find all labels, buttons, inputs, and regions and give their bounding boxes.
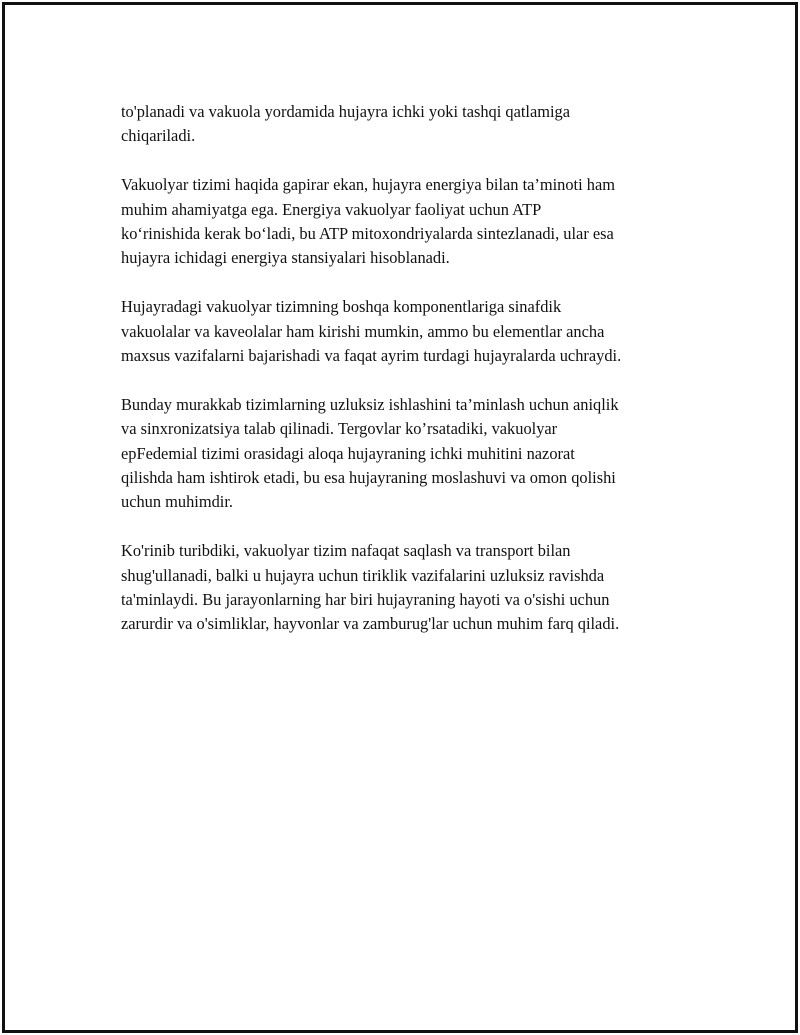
text-line: Ko'rinib turibdiki, vakuolyar tizim nafaqat saqlash va transport bilan	[121, 541, 571, 561]
text-line: va sinxronizatsiya talab qilinadi. Tergovlar ko’rsatadiki, vakuolyar	[121, 419, 558, 439]
paragraph-1	[121, 100, 691, 149]
text-line: zarurdir va o'simliklar, hayvonlar va zamburug'lar uchun muhim farq qiladi.	[121, 614, 620, 634]
text-line: vakuolalar va kaveolalar ham kirishi mumkin, ammo bu elementlar ancha	[121, 321, 605, 341]
text-line: ta'minlaydi. Bu jarayonlarning har biri hujayraning hayoti va o'sishi uchun	[121, 590, 610, 610]
text-line: epFedemial tizimi orasidagi aloqa hujayraning ichki muhitini nazorat	[121, 443, 575, 463]
text-line: shug'ullanadi, balki u hujayra uchun tiriklik vazifalarini uzluksiz ravishda	[121, 565, 605, 585]
text-line: uchun muhimdir.	[121, 492, 233, 512]
paragraph-2	[121, 173, 691, 271]
text-line: qilishda ham ishtirok etadi, bu esa hujayraning moslashuvi va omon qolishi	[121, 468, 616, 488]
text-line: ko‘rinishida kerak bo‘ladi, bu ATP mitoxondriyalarda sintezlanadi, ular esa	[121, 224, 614, 244]
paragraph-4	[121, 393, 691, 515]
text-line: muhim ahamiyatga ega. Energiya vakuolyar faoliyat uchun ATP	[121, 199, 542, 219]
text-line: hujayra ichidagi energiya stansiyalari hisoblanadi.	[121, 248, 450, 268]
text-line: Bunday murakkab tizimlarning uzluksiz ishlashini ta’minlash uchun aniqlik	[121, 394, 619, 414]
paragraph-5	[121, 539, 691, 637]
text-line: maxsus vazifalarni bajarishadi va faqat ayrim turdagi hujayralarda uchraydi.	[121, 346, 622, 366]
paragraph-3	[121, 295, 691, 368]
text-line: Hujayradagi vakuolyar tizimning boshqa komponentlariga sinafdik	[121, 297, 562, 317]
text-line: Vakuolyar tizimi haqida gapirar ekan, hujayra energiya bilan ta’minoti ham	[121, 175, 615, 195]
text-line: to'planadi va vakuola yordamida hujayra ichki yoki tashqi qatlamiga	[121, 102, 571, 121]
page-frame	[2, 2, 798, 1033]
document-body	[121, 100, 691, 661]
text-line: chiqariladi.	[121, 126, 196, 146]
